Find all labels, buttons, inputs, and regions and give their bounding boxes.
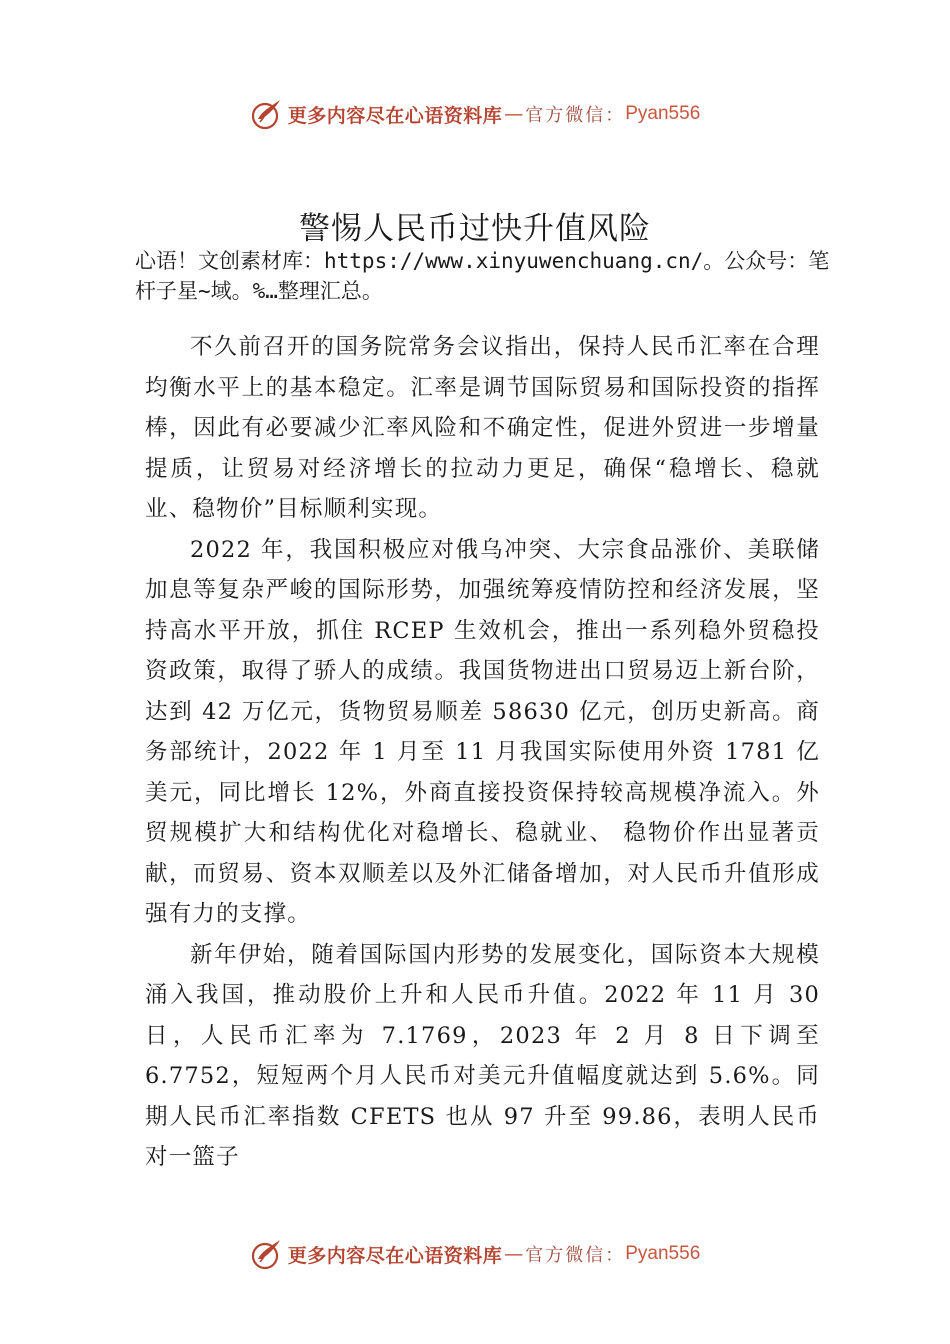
source-note: 心语！文创素材库：https://www.xinyuwenchuang.cn/。公众号：笔杆子星~域。%…整理汇总。 [135,249,830,303]
header-banner [0,94,950,134]
banner-separator: — [504,1243,524,1265]
banner-brand: 更多内容尽在心语资料库 [287,1244,503,1267]
document-title: 警惕人民币过快升值风险 [299,211,651,247]
paragraph: 2022 年，我国积极应对俄乌冲突、大宗食品涨价、美联储加息等复杂严峻的国际形势，加强统筹疫情防控和经济发展，坚持高水平开放，抓住 RCEP 生效机会，推出一系列稳外贸稳投资政策，取得了骄人的成绩。我国货物进出口贸易迈上新台阶，达到 42 万亿元，货物贸易顺差 58630 亿元，创历史新高。商务部统计，2022 年 1 月至 11 月我国实际使用外资 1781 亿美元，同比增长 12%，外商直接投资保持较高规模净流入。外贸规模扩大和结构优化对稳增长、稳就业、 稳物价作出显著贡献，而贸易、资本双顺差以及外汇储备增加，对人民币升值形成强有力的支撑。 [145,536,820,927]
footer-banner [0,1234,950,1274]
banner-handle: Pyan556 [625,1243,701,1264]
banner-handle: Pyan556 [625,103,701,124]
paragraph: 不久前召开的国务院常务会议指出，保持人民币汇率在合理均衡水平上的基本稳定。汇率是调节国际贸易和国际投资的指挥棒，因此有必要减少汇率风险和不确定性，促进外贸进一步增量提质，让贸易对经济增长的拉动力更足，确保“稳增长、稳就业、稳物价”目标顺利实现。 [145,334,820,522]
paragraph: 新年伊始，随着国际国内形势的发展变化，国际资本大规模涌入我国，推动股价上升和人民币升值。2022 年 11 月 30 日，人民币汇率为 7.1769，2023 年 2 月 8 日下调至 6.7752，短短两个月人民币对美元升值幅度就达到 5.6%。同期人民币汇率指数 CFETS 也从 97 升至 99.86，表明人民币对一篮子 [145,941,820,1170]
banner-separator: — [504,103,524,125]
banner-official: 官方微信： [525,105,626,126]
document-body [145,327,820,1178]
quill-seal-icon [250,1237,284,1271]
banner-brand: 更多内容尽在心语资料库 [287,104,503,127]
quill-seal-icon [250,97,284,131]
banner-official: 官方微信： [525,1245,626,1266]
